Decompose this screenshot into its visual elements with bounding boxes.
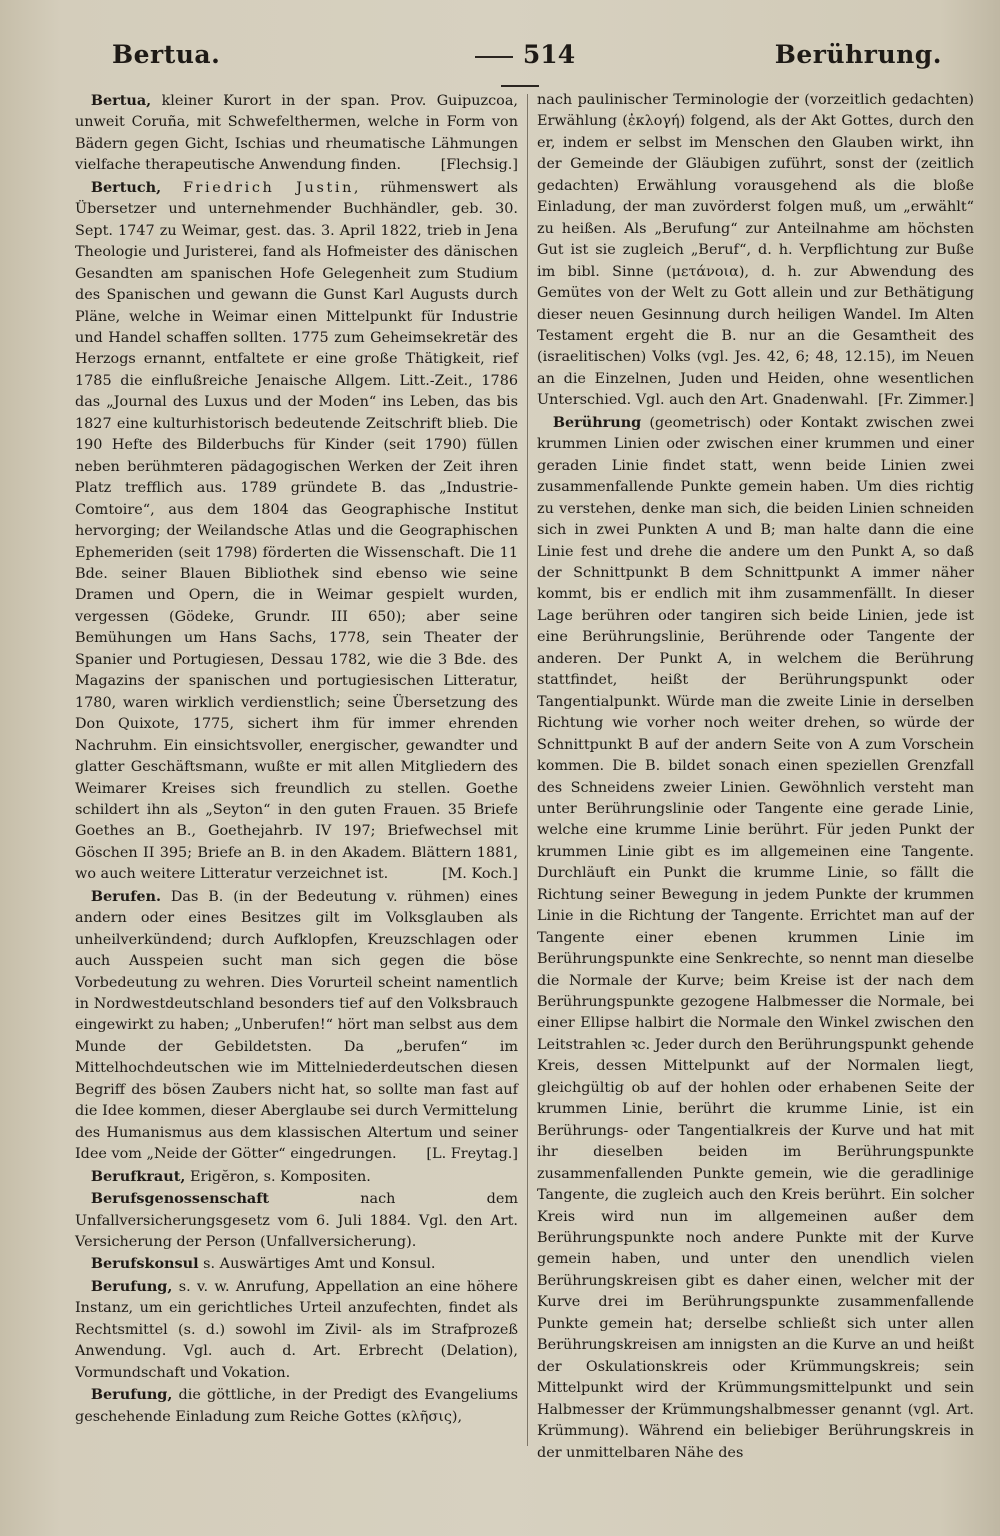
dictionary-entry [75,1166,518,1188]
entry-text: nach paulinischer Terminologie der (vorzeitlich gedachten) Erwählung (ἐκλογή) folgend, als der Akt Gottes, durch den er, indem er selbst im Menschen den Glauben wirkt, ihn der Gemeinde der Gläubigen zuführt, sonst der (zeitlich gedachten) Erwählung vorausgehend als die bloße Einladung, der man zuvörderst folgen muß, um „erwählt“ zu heißen. Als „Berufung“ zur Anteilnahme am höchsten Gut ist sie zugleich „Beruf“, d. h. Verpflichtung zur Buße im bibl. Sinne (μετάνοια), d. h. zur Abwendung des Gemütes von der Welt zu Gott allein und zur Bethätigung dieser neuen Gesinnung durch heiligen Wandel. Im Alten Testament ergeht die B. nur an die Gesamtheit des (israelitischen) Volks (vgl. Jes. 42, 6; 48, 12.15), im Neuen an die Einzelnen, Juden und Heiden, ohne wesentlichen Unterschied. Vgl. auch den Art. Gnadenwahl. [537,92,974,409]
entry-lemma: Berührung [552,413,642,431]
entry-text: nach dem Unfallversicherungsgesetz vom 6. Juli 1884. Vgl. den Art. Versicherung der Person (Unfallversicherung). [75,1191,518,1251]
entry-text: die göttliche, in der Predigt des Evangeliums geschehende Einladung zum Reiche Gottes (κλῆσις), [75,1387,518,1425]
dictionary-entry [537,90,974,412]
entry-lemma: Berufkraut, [90,1167,186,1185]
entry-lemma: Berufung, [90,1277,173,1295]
dictionary-entry [75,1384,518,1428]
page-number: 514 [522,40,576,69]
entry-lemma: Berufskonsul [90,1255,199,1273]
dictionary-entry [75,177,518,886]
dictionary-entry [75,886,518,1166]
entry-text: Das B. (in der Bedeutung v. rühmen) eines andern oder eines Besitzes gilt im Volksglauben als unheilverkündend; durch Aufklopfen, Kreuzschlagen oder auch Ausspeien sucht man sich gegen die böse Vorbedeutung zu wehren. Dies Vorurteil scheint namentlich in Nordwestdeutschland besonders tief auf den Volksbrauch eingewirkt zu haben; „Unberufen!“ hört man selbst aus dem Munde der Gebildetsten. Da „berufen“ im Mittelhochdeutschen wie im Mittelniederdeutschen diesen Begriff des bösen Zaubers nicht hat, so sollte man fast auf die Idee kommen, dieser Aberglaube sei durch Vermittelung des Humanismus aus dem klassischen Altertum und seiner Idee vom „Neide der Götter“ eingedrungen. [75,888,518,1163]
entry-lemma: Berufung, [90,1386,173,1404]
left-running-headword: Bertua. [112,40,221,69]
entry-text: rühmenswert als Übersetzer und unternehmender Buchhändler, geb. 30. Sept. 1747 zu Weimar, gest. das. 3. April 1822, trieb in Jena Theologie und Juristerei, fand als Hofmeister des dänischen Gesandten am spanischen Hofe Gelegenheit zum Studium des Spanischen und gewann die Gunst Karl Augusts durch Pläne, welche in Weimar einen Mittelpunkt für Industrie und Handel schaffen sollten. 1775 zum Geheimsekretär des Herzogs ernannt, entfaltete er eine große Thätigkeit, rief 1785 die einflußreiche Jenaische Allgem. Litt.-Zeit., 1786 das „Journal des Luxus und der Moden“ ins Leben, das bis 1827 eine kulturhistorisch bedeutende Zeitschrift blieb. Die 190 Hefte des Bilderbuchs für Kinder (seit 1790) füllen neben berühmteren pädagogischen Werken der Zeit ihren Platz trefflich aus. 1789 gründete B. das „Industrie-Comtoire“, aus dem 1804 das Geographische Institut hervorging; der Weilandsche Atlas und die Geographischen Ephemeriden (seit 1798) förderten die Wissenschaft. Die 11 Bde. seiner Blauen Bibliothek sind ebenso wie seine Dramen und Opern, die in Weimar gespielt wurden, vergessen (Gödeke, Grundr. III 650); aber seine Bemühungen um Hans Sachs, 1778, sein Theater der Spanier und Portugiesen, Dessau 1782, wie die 3 Bde. des Magazins der spanischen und portugiesischen Litteratur, 1780, waren wirklich verdienstlich; seine Übersetzung des Don Quixote, 1775, sichert ihm für immer ehrenden Nachruhm. Ein einsichtsvoller, energischer, gewandter und glatter Geschäftsmann, wußte er mit allen Mitgliedern des Weimarer Kreises sich freundlich zu stellen. Goethe schildert ihn als „Seyton“ in den guten Frauen. 35 Briefe Goethes an B., Goethejahrb. IV 197; Briefwechsel mit Göschen II 395; Briefe an B. in den Akadem. Blättern 1881, wo auch weitere Litteratur verzeichnet ist. [75,179,518,883]
entry-text: kleiner Kurort in der span. Prov. Guipuzcoa, unweit Coruña, mit Schwefelthermen, welche in Form von Bädern gegen Gicht, Ischias und rheumatische Lähmungen vielfache therapeutische Anwendung finden. [75,93,518,174]
right-column [537,90,974,1464]
page-number-rule-left [475,56,513,58]
entry-text: (geometrisch) oder Kontakt zwischen zwei krummen Linien oder zwischen einer krummen und einer geraden Linie findet statt, wenn beide Linien zwei zusammenfallende Punkte gemein haben. Um dies richtig zu verstehen, denke man sich, die beiden Linien schneiden sich in zwei Punkten A und B; man halte dann die eine Linie fest und drehe die andere um den Punkt A, so daß der Schnittpunkt B dem Schnittpunkt A immer näher kommt, bis er endlich mit ihm zusammenfällt. In dieser Lage berühren oder tangiren sich beide Linien, jede ist eine Berührungslinie, Berührende oder Tangente der anderen. Der Punkt A, in welchem die Berührung stattfindet, heißt der Berührungspunkt oder Tangentialpunkt. Würde man die zweite Linie in derselben Richtung wie vorher noch weiter drehen, so würde der Schnittpunkt B auf der andern Seite von A zum Vorschein kommen. Die B. bildet sonach einen speziellen Grenzfall des Schneidens zweier Linien. Gewöhnlich versteht man unter Berührungslinie oder Tangente eine gerade Linie, welche eine krumme Linie berührt. Für jeden Punkt der krummen Linie gibt es im allgemeinen eine Tangente. Durchläuft ein Punkt die krumme Linie, so fällt die Richtung seiner Bewegung in jedem Punkte der krummen Linie in die Richtung der Tangente. Errichtet man auf der Tangente einer ebenen krummen Linie im Berührungspunkte eine Senkrechte, so nennt man dieselbe die Normale der Kurve; beim Kreise ist der nach dem Berührungspunkte gezogene Halbmesser die Normale, bei einer Ellipse halbirt die Normale den Winkel zwischen den Leitstrahlen ꝛc. Jeder durch den Berührungspunkt gehende Kreis, dessen Mittelpunkt auf der Normalen liegt, gleichgültig ob auf der hohlen oder erhabenen Seite der krummen Linie, berührt die krumme Linie, ist ein Berührungs- oder Tangentialkreis der Kurve und hat mit ihr dieselben beiden im Berührungspunkte zusammenfallenden Punkte gemein, wie die geradlinige Tangente, die zugleich auch den Kreis berührt. Ein solcher Kreis wird nun im allgemeinen außer dem Berührungspunkte noch andere Punkte mit der Kurve gemein haben, und unter den unendlich vielen Berührungskreisen gibt es daher einen, welcher mit der Kurve drei im Berührungspunkte zusammenfallende Punkte gemein hat; derselbe schließt sich unter allen Berührungskreisen am innigsten an die Kurve an und heißt der Oskulationskreis oder Krümmungskreis; sein Mittelpunkt wird der Krümmungsmittelpunkt und sein Halbmesser der Krümmungshalbmesser genannt (vgl. Art. Krümmung). Während ein beliebiger Berührungskreis in der unmittelbaren Nähe des [537,414,974,1461]
entry-lemma: Berufsgenossenschaft [90,1190,270,1208]
dictionary-entry [75,90,518,177]
dictionary-entry [75,1253,518,1275]
right-running-headword: Berührung. [774,40,942,69]
author-signature: [Fr. Zimmer.] [878,392,974,409]
dictionary-entry [537,412,974,1464]
entry-lemma: Bertua, [90,92,152,109]
page-number-rule-right [501,85,539,87]
entry-text: s. v. w. Anrufung, Appellation an eine höhere Instanz, um ein gerichtliches Urteil anzufechten, findet als Rechtsmittel (s. d.) sowohl im Zivil- als im Strafprozeß Anwendung. Vgl. auch d. Art. Erbrecht (Delation), Vormundschaft und Vokation. [75,1278,518,1381]
left-column [75,90,518,1428]
author-signature: [Flechsig.] [440,157,518,174]
entry-lemma: Bertuch, [90,178,162,196]
entry-spaced-name: Friedrich Justin, [161,179,362,196]
entry-lemma: Berufen. [90,887,162,905]
dictionary-entry [75,1276,518,1384]
entry-text: Erigĕron, s. Kompositen. [185,1168,371,1185]
dictionary-entry [75,1188,518,1253]
page-header [0,40,1000,86]
author-signature: [M. Koch.] [441,866,518,883]
entry-text: s. Auswärtiges Amt und Konsul. [198,1256,436,1273]
author-signature: [L. Freytag.] [426,1146,518,1163]
